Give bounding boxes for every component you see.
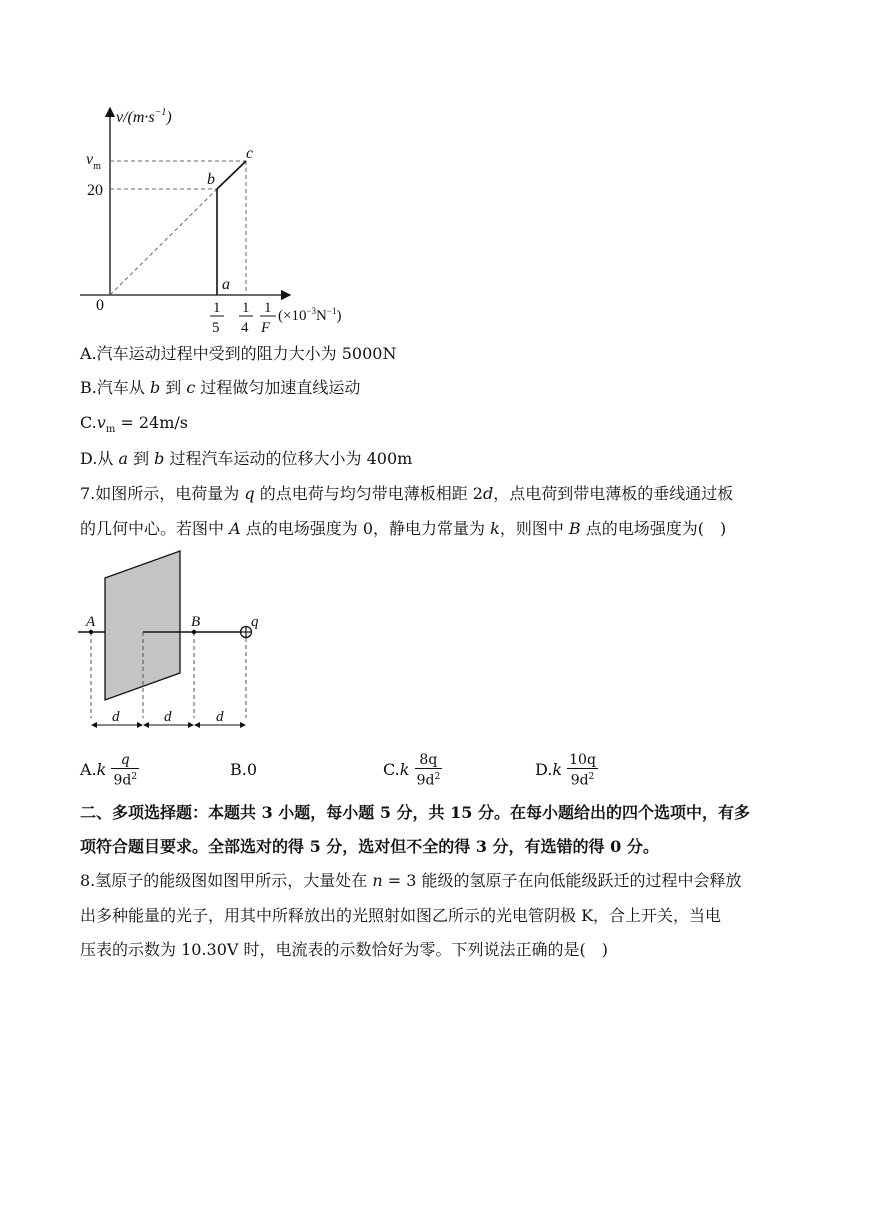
q8-text-line1: 8.氢原子的能级图如图甲所示，大量处在 n = 3 能级的氢原子在向低能级跃迁的过程中会释放 [80, 871, 742, 890]
svg-text:F: F [261, 320, 271, 336]
q6-option-d: D.从 a 到 b 过程汽车运动的位移大小为 400m [80, 449, 413, 468]
svg-text:d: d [112, 709, 120, 725]
vm-tick-label: $v_m$ [86, 151, 101, 172]
q6-option-b: B.汽车从 b 到 c 过程做匀加速直线运动 [80, 378, 361, 397]
q7-option-c: C.k $\frac{8q}{9d^2}$ [383, 752, 441, 789]
q7-option-d: D.k $\frac{10q}{9d^2}$ [535, 752, 596, 789]
svg-text:B: B [191, 614, 201, 630]
charged-plate-figure [78, 548, 278, 738]
tick-20-label: 20 [87, 182, 103, 199]
origin-label: 0 [96, 297, 104, 314]
q8-text-line3: 压表的示数为 10.30V 时，电流表的示数恰好为零。下列说法正确的是( ) [80, 940, 609, 959]
svg-text:1: 1 [213, 300, 221, 316]
point-b-label: b [207, 171, 215, 188]
svg-text:d: d [164, 709, 172, 725]
q7-text-line1: 7.如图所示，电荷量为 q 的点电荷与均匀带电薄板相距 2d，点电荷到带电薄板的垂线通过板 [80, 484, 734, 503]
svg-text:4: 4 [241, 320, 249, 336]
x-axis-unit: $(\times 10^{-3}N^{-1})$ [278, 306, 342, 324]
point-a-label: a [222, 276, 230, 293]
svg-text:d: d [216, 709, 224, 725]
q6-option-a: A.汽车运动过程中受到的阻力大小为 5000N [80, 344, 397, 363]
y-axis-label: $v/(m\cdot s^{-1})$ [116, 107, 172, 126]
q7-option-a: A.k $\frac{q}{9d^2}$ [80, 752, 138, 789]
svg-text:1: 1 [242, 300, 250, 316]
svg-text:q: q [251, 614, 259, 630]
velocity-force-graph [78, 100, 378, 340]
section2-heading-line2: 项符合题目要求。全部选对的得 5 分，选对但不全的得 3 分，有选错的得 0 分。 [80, 837, 659, 856]
svg-text:A: A [86, 614, 96, 630]
section2-heading-line1: 二、多项选择题：本题共 3 小题，每小题 5 分，共 15 分。在每小题给出的四个选项中，有多 [80, 803, 750, 822]
svg-text:5: 5 [212, 320, 220, 336]
segment-bc [217, 161, 246, 189]
q6-option-c: $C.v_m = 24m/s$ [80, 413, 189, 436]
q7-option-b: B.0 [230, 760, 258, 779]
svg-text:1: 1 [264, 300, 272, 316]
point-a [89, 630, 93, 634]
dashed-origin-line [110, 189, 217, 295]
q7-text-line2: 的几何中心。若图中 A 点的电场强度为 0，静电力常量为 k，则图中 B 点的电场强度为( ) [80, 519, 727, 538]
q8-text-line2: 出多种能量的光子，用其中所释放出的光照射如图乙所示的光电管阴极 K，合上开关，当电 [80, 906, 722, 925]
point-c-label: c [246, 145, 254, 162]
point-b [192, 630, 196, 634]
